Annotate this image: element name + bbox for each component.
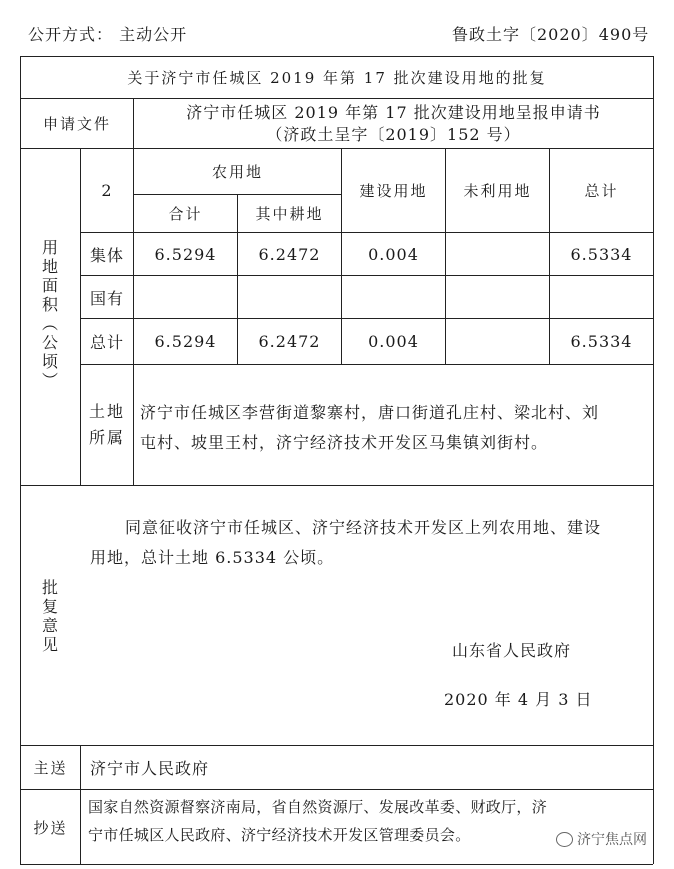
cc-line-1: 国家自然资源督察济南局，省自然资源厅、发展改革委、财政厅，济 (88, 798, 548, 816)
cc-line-2: 宁市任城区人民政府、济宁经济技术开发区管理委员会。 (88, 826, 471, 844)
cell-farmland: 6.2472 (258, 332, 321, 351)
row-label: 集体 (89, 245, 124, 265)
cell-unused (446, 276, 549, 318)
disclosure-mode: 公开方式： 主动公开 (28, 25, 188, 44)
column-construction-land: 建设用地 (359, 182, 428, 200)
application-document (134, 99, 653, 148)
document-title: 关于济宁市任城区 2019 年第 17 批次建设用地的批复 (127, 69, 547, 87)
ownership-line-2: 屯村、坡里王村，济宁经济技术开发区马集镇刘街村。 (140, 433, 549, 452)
ownership-line-1: 济宁市任城区李营街道黎寨村，唐口街道孔庄村、梁北村、刘 (140, 403, 600, 422)
land-area-section-label (40, 238, 60, 390)
application-label: 申请文件 (42, 115, 111, 133)
cell-unused (446, 233, 549, 275)
column-total: 总计 (584, 182, 619, 200)
column-unused-land: 未利用地 (463, 182, 532, 200)
column-agricultural-land: 农用地 (211, 163, 263, 181)
approval-text (90, 513, 650, 573)
cell-total: 6.5334 (570, 244, 633, 264)
application-line-1: 济宁市任城区 2019 年第 17 批次建设用地呈报申请书 (186, 102, 601, 122)
main-recipient: 济宁市人民政府 (90, 759, 210, 778)
cell-farmland: 6.2472 (258, 244, 321, 264)
wechat-icon (556, 832, 573, 847)
cell-agri-total: 6.5294 (154, 244, 217, 264)
document-number: 鲁政土字〔2020〕490号 (452, 25, 650, 44)
cc-label: 抄送 (33, 818, 68, 837)
corner-value: 2 (101, 181, 113, 200)
approval-line-1: 同意征收济宁市任城区、济宁经济技术开发区上列农用地、建设 (125, 518, 602, 537)
cell-unused (446, 319, 549, 364)
land-ownership-villages (140, 398, 650, 458)
approval-issuer: 山东省人民政府 (452, 641, 572, 660)
application-line-2: （济政土呈字〔2019〕152 号） (266, 124, 521, 144)
main-recipient-label: 主送 (33, 759, 68, 777)
land-area-label-text: 用 地 面 积 ︵ 公 顷 ︶ (41, 238, 58, 390)
column-farmland: 其中耕地 (255, 205, 324, 223)
approval-line-2: 用地，总计土地 6.5334 公顷。 (90, 548, 335, 567)
approval-label-text: 批 复 意 见 (41, 578, 58, 654)
watermark-text: 济宁焦点网 (577, 832, 647, 848)
cell-construction (342, 276, 445, 318)
approval-date: 2020 年 4 月 3 日 (444, 690, 593, 709)
cell-total: 6.5334 (570, 332, 633, 351)
watermark (556, 829, 647, 849)
column-agri-subtotal: 合计 (168, 205, 203, 223)
cell-construction: 0.004 (368, 332, 419, 351)
row-label: 国有 (89, 288, 124, 308)
cell-agri-total (134, 276, 237, 318)
cell-agri-total: 6.5294 (154, 332, 217, 351)
approval-section-label (40, 578, 60, 654)
land-ownership-label: 土地所属 (89, 402, 126, 447)
cell-construction: 0.004 (368, 244, 419, 264)
row-label: 总计 (89, 333, 124, 352)
cell-farmland (238, 276, 341, 318)
cell-total (550, 276, 653, 318)
